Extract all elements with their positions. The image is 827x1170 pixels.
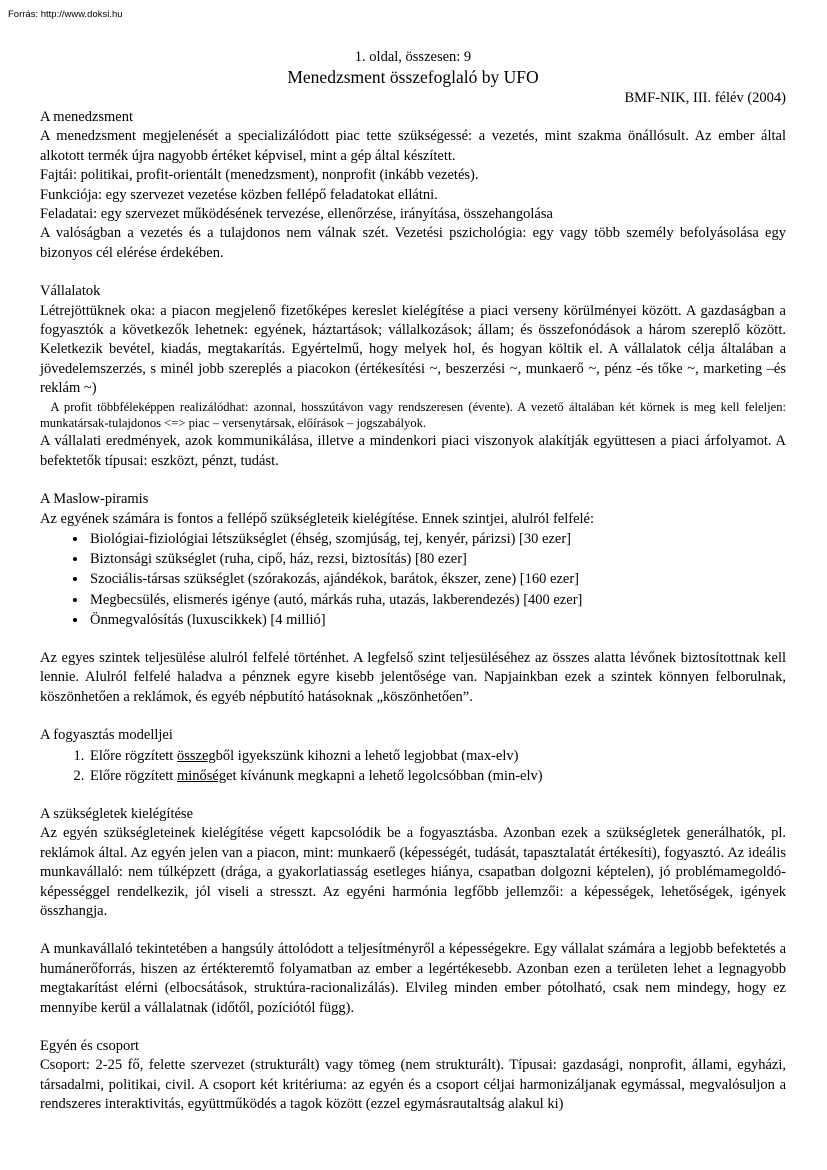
section-heading-fogyasztas: A fogyasztás modelljei: [40, 727, 173, 744]
section-heading-maslow: A Maslow-piramis: [40, 491, 149, 508]
list-item: • Biológiai-fiziológiai létszükséglet (éhség, szomjúság, tej, kenyér, párizsi) [30 ezer]: [88, 529, 786, 549]
list-item: • Önmegvalósítás (luxuscikkek) [4 millió]: [88, 610, 786, 630]
paragraph: Feladatai: egy szervezet működésének tervezése, ellenőrzése, irányítása, összehangolása: [40, 206, 553, 223]
page-number: 1. oldal, összesen: 9: [354, 49, 472, 65]
maslow-list: [40, 529, 786, 630]
paragraph: A valóságban a vezetés és a tulajdonos nem válnak szét. Vezetési pszichológia: egy vagy több személy befolyásolása egy bizonyos cél elérése érdekében.: [40, 225, 786, 261]
section-heading-vallalatok: Vállalatok: [40, 283, 101, 300]
paragraph: Funkciója: egy szervezet vezetése közben fellépő feladatokat ellátni.: [40, 186, 438, 203]
section-heading-szuksegletek: A szükségletek kielégítése: [40, 805, 194, 822]
paragraph: A munkavállaló tekintetében a hangsúly áttolódott a teljesítményről a képességekre. Egy vállalat számára a legjobb befektetés a humánerőforrás, hiszen az értékteremtő folyamatban az ember a legértékesebb. Azonban ezen a területen lehet a legnagyobb megtakarítást elérni (elbocsátások, struktúra-racionalizálás). Elvileg minden ember pótolható, csak nem mindegy, hogy ez mennyibe kerül a vállalatnak (időtől, pozíciótól függ).: [40, 941, 786, 1016]
section-heading-menedzsment: A menedzsment: [40, 109, 134, 125]
list-item: • Biztonsági szükséglet (ruha, cipő, ház, rezsi, biztosítás) [80 ezer]: [88, 549, 786, 569]
paragraph: A profit többféleképpen realizálódhat: azonnal, hosszútávon vagy rendszeresen (évente). A vezető általában két körnek is meg kell feleljen: munkatársak-tulajdonos <=> piac – versenytársak, előírások – jogszabályok.: [40, 399, 790, 431]
section-heading-egyen-csoport: Egyén és csoport: [40, 1038, 140, 1055]
list-item: 2. Előre rögzített minőséget kívánunk megkapni a lehető legolcsóbban (min-elv): [88, 766, 786, 786]
list-item: • Megbecsülés, elismerés igénye (autó, márkás ruha, utazás, lakberendezés) [400 ezer]: [88, 590, 786, 610]
paragraph: A vállalati eredmények, azok kommunikálása, illetve a mindenkori piaci viszonyok alakítják együttesen a piaci árfolyamot. A befektetők típusai: eszközt, pénzt, tudást.: [40, 433, 786, 469]
paragraph: A menedzsment megjelenését a specializálódott piac tette szükségessé: a vezetés, mint szakma önállósult. Az ember által alkotott termék újra nagyobb értéket képvisel, mint a gép által készített.: [40, 128, 786, 164]
list-item: • Szociális-társas szükséglet (szórakozás, ajándékok, barátok, ékszer, zene) [160 ezer]: [88, 569, 786, 589]
paragraph: Az egyes szintek teljesülése alulról felfelé történhet. A legfelső szint teljesüléséhez az összes alatta lévőnek biztosítottnak kell lennie. Alulról felfelé haladva a pénznek egyre kisebb jelentősége van. Napjainkban ezek a szintek könnyen felborulnak, köszönhetően a reklámok, és egyéb népbutító hatásoknak „köszönhetően”.: [40, 649, 786, 705]
paragraph: Csoport: 2-25 fő, felette szervezet (strukturált) vagy tömeg (nem strukturált). Típusai: gazdasági, nonprofit, állami, egyházi, társadalmi, politikai, civil. A csoport két kritériuma: az egyén és a csoport céljai harmonizáljanak egymással, megvalósuljon a rendszeres interaktivitás, együttműködés a tagok között (ezzel egymásrautaltság alakul ki): [40, 1057, 786, 1113]
document-page: [40, 48, 790, 1115]
consumption-models-list: [40, 746, 786, 786]
course-info: BMF-NIK, III. félév (2004): [624, 90, 786, 106]
source-note: Forrás: http://www.doksi.hu: [8, 9, 123, 20]
paragraph: Az egyének számára is fontos a fellépő szükségleteik kielégítése. Ennek szintjei, alulról felfelé:: [40, 510, 595, 527]
paragraph: Az egyén szükségleteinek kielégítése végett kapcsolódik be a fogyasztásba. Azonban ezek a szükségletek generálhatók, pl. reklámok által. Az egyén jelen van a piacon, mint: munkaerő (képességét, tudását, tapasztalatát értékesíti), fogyasztó. Az ideális munkavállaló: nem túlképzett (drága, a gyakorlatiasság esetleges hiánya, csapatban dolgozni képtelen), jó problémamegoldó-képességgel rendelkezik, jól viseli a stresszt. Az egyéni harmónia legfőbb jellemzői: a képességek, lehetőségek, igények összhangja.: [40, 825, 786, 919]
paragraph: Fajtái: politikai, profit-orientált (menedzsment), nonprofit (inkább vezetés).: [40, 167, 479, 184]
list-item: 1. Előre rögzített összegből igyekszünk kihozni a lehető legjobbat (max-elv): [88, 746, 786, 766]
document-title: Menedzsment összefoglaló by UFO: [287, 67, 539, 87]
paragraph: Létrejöttüknek oka: a piacon megjelenő fizetőképes kereslet kielégítése a piaci verseny körülményei között. A gazdaságban a fogyasztók a következők lehetnek: egyének, háztartások; vállalkozások; állam; és összefonódások a három szereplő között. Keletkezik bevétel, kiadás, megtakarítás. Egyértelmű, hogy melyek hol, és hogyan költik el. A vállalatok célja általában a jövedelemszerzés, s minél jobb szereplés a piacokon (értékesítési ~, beszerzési ~, munkaerő ~, pénz -és tőke ~, marketing –és reklám ~): [40, 302, 786, 397]
